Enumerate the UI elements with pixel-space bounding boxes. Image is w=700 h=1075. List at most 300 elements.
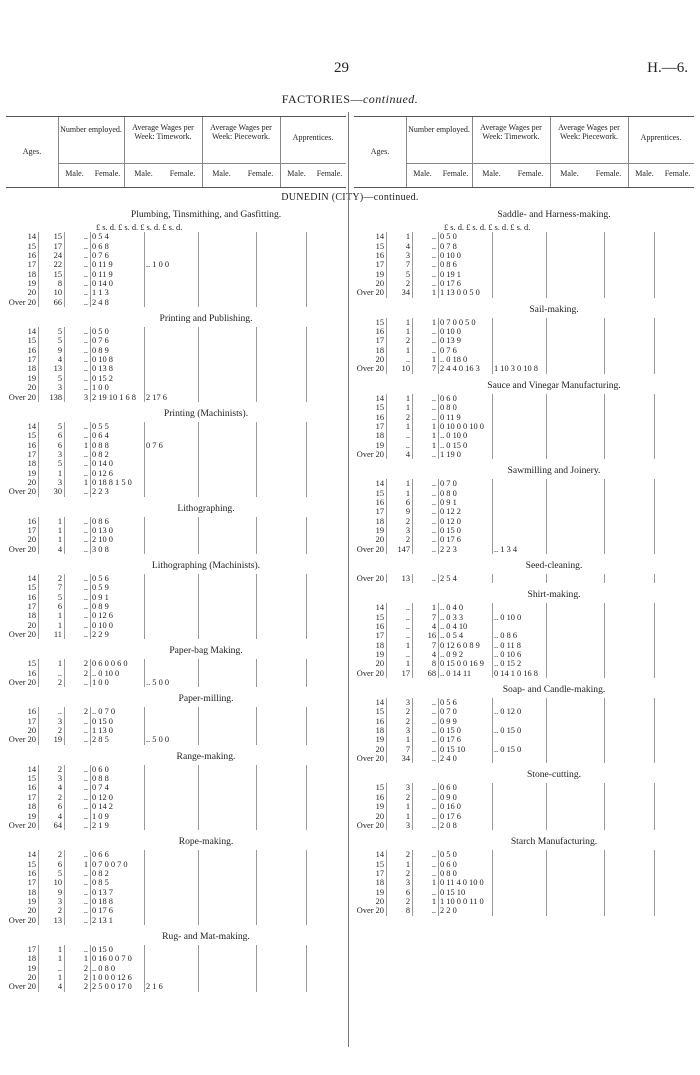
timework-cell: 0 15 10 bbox=[440, 744, 466, 754]
table-row bbox=[354, 850, 694, 859]
male-count-cell: 1 bbox=[405, 802, 410, 812]
industry-section bbox=[354, 380, 694, 459]
male-count-cell: 4 bbox=[57, 811, 62, 821]
page-number: 29 bbox=[334, 60, 349, 76]
female-count-cell: .. bbox=[431, 535, 436, 545]
timework-cell: 2 2 3 bbox=[92, 487, 109, 497]
table-row bbox=[6, 355, 346, 364]
grid-line bbox=[438, 394, 439, 459]
age-cell: 15 bbox=[27, 859, 36, 869]
timework-cell: 0 17 6 bbox=[440, 811, 461, 821]
age-cell: Over 20 bbox=[8, 678, 36, 688]
age-cell: 20 bbox=[375, 659, 384, 669]
age-cell: 14 bbox=[27, 232, 36, 242]
age-cell: 15 bbox=[375, 488, 384, 498]
grid-line bbox=[90, 574, 91, 639]
timework-cell: 0 15 0 0 16 9 bbox=[440, 659, 484, 669]
female-count-cell: .. bbox=[83, 449, 88, 459]
timework-cell: 0 17 6 bbox=[440, 279, 461, 289]
age-cell: 15 bbox=[27, 659, 36, 669]
timework-cell: 2 8 5 bbox=[92, 735, 109, 745]
timework-cell: 1 19 0 bbox=[440, 449, 461, 459]
timework-cell: .. 0 14 11 bbox=[440, 668, 472, 678]
female-count-cell: .. bbox=[431, 327, 436, 337]
table-row bbox=[6, 478, 346, 487]
timework-cell: 3 0 8 bbox=[92, 544, 109, 554]
female-count-cell: .. bbox=[83, 297, 88, 307]
female-count-cell: .. bbox=[83, 774, 88, 784]
male-count-cell: 6 bbox=[57, 440, 62, 450]
female-count-cell: .. bbox=[83, 269, 88, 279]
age-cell: 18 bbox=[27, 954, 36, 964]
timework-cell: 0 5 4 bbox=[92, 232, 109, 242]
industry-section bbox=[6, 209, 346, 307]
timework-cell: 0 15 0 bbox=[92, 944, 113, 954]
table-row bbox=[6, 793, 346, 802]
industry-section bbox=[6, 751, 346, 830]
left-column bbox=[6, 206, 346, 998]
grid-line bbox=[492, 318, 493, 374]
grid-line bbox=[198, 765, 199, 830]
male-count-cell: .. bbox=[405, 650, 410, 660]
male-count-cell: 6 bbox=[405, 887, 410, 897]
age-cell: 18 bbox=[375, 345, 384, 355]
grid-line bbox=[386, 318, 387, 374]
piecework-cell: .. 5 0 0 bbox=[146, 735, 170, 745]
table-row bbox=[6, 526, 346, 535]
timework-cell: 0 8 9 bbox=[92, 345, 109, 355]
male-count-cell: 1 bbox=[405, 403, 410, 413]
timework-cell: 1 13 0 0 5 0 bbox=[440, 288, 480, 298]
age-cell: 19 bbox=[27, 963, 36, 973]
timework-cell: 2 5 4 bbox=[440, 573, 457, 583]
female-count-cell: 1 bbox=[83, 477, 88, 487]
timework-cell: 1 0 0 bbox=[92, 678, 109, 688]
timework-cell: .. 0 9 2 bbox=[440, 650, 464, 660]
age-cell: 20 bbox=[375, 744, 384, 754]
timework-cell: 2 4 0 bbox=[440, 754, 457, 764]
grid-line bbox=[386, 783, 387, 830]
piecework-cell: .. 0 8 6 bbox=[494, 631, 518, 641]
timework-cell: 2 10 0 bbox=[92, 535, 113, 545]
age-cell: Over 20 bbox=[356, 754, 384, 764]
timework-cell: 1 1 3 bbox=[92, 288, 109, 298]
male-count-cell: 17 bbox=[53, 241, 62, 251]
male-count-cell: 9 bbox=[57, 887, 62, 897]
industry-title: Paper-bag Making. bbox=[169, 645, 243, 657]
female-count-cell: .. bbox=[431, 906, 436, 916]
timework-cell: 0 5 0 bbox=[92, 327, 109, 337]
piecework-cell: .. 0 10 0 bbox=[494, 612, 522, 622]
timework-cell: .. 0 4 0 bbox=[440, 603, 464, 613]
table-row bbox=[6, 593, 346, 602]
female-count-cell: 16 bbox=[427, 631, 436, 641]
industry-title: Stone-cutting. bbox=[526, 769, 582, 781]
table-row bbox=[6, 327, 346, 336]
age-cell: 17 bbox=[375, 260, 384, 270]
table-row bbox=[6, 611, 346, 620]
age-cell: 16 bbox=[375, 497, 384, 507]
timework-cell: 0 16 0 0 7 0 bbox=[92, 954, 132, 964]
age-cell: 17 bbox=[375, 421, 384, 431]
timework-cell: 0 9 0 bbox=[440, 792, 457, 802]
industry-section bbox=[354, 769, 694, 830]
table-row bbox=[354, 707, 694, 716]
male-count-cell: 1 bbox=[57, 611, 62, 621]
male-count-cell: 2 bbox=[57, 573, 62, 583]
age-cell: 17 bbox=[27, 878, 36, 888]
male-count-cell: 4 bbox=[57, 544, 62, 554]
table-row bbox=[354, 659, 694, 668]
female-count-cell: .. bbox=[83, 288, 88, 298]
timework-cell: 0 15 10 bbox=[440, 887, 466, 897]
header-ages: Ages. bbox=[22, 147, 42, 156]
male-count-cell: 1 bbox=[405, 317, 410, 327]
grid-line bbox=[654, 318, 655, 374]
female-count-cell: .. bbox=[431, 707, 436, 717]
age-cell: 17 bbox=[27, 792, 36, 802]
table-row bbox=[354, 270, 694, 279]
age-cell: 14 bbox=[27, 573, 36, 583]
female-count-cell: 1 bbox=[431, 440, 436, 450]
header-timework: Average Wages per Week: Timework. bbox=[132, 123, 194, 141]
timework-cell: 0 6 8 bbox=[92, 241, 109, 251]
table-row bbox=[354, 346, 694, 355]
male-count-cell: 5 bbox=[57, 373, 62, 383]
table-row bbox=[354, 860, 694, 869]
timework-cell: 0 11 9 bbox=[92, 269, 113, 279]
table-row bbox=[354, 603, 694, 612]
table-row bbox=[6, 517, 346, 526]
piecework-cell: 1 10 3 0 10 8 bbox=[494, 364, 538, 374]
table-row bbox=[354, 327, 694, 336]
male-count-cell: .. bbox=[405, 440, 410, 450]
male-count-cell: 7 bbox=[405, 744, 410, 754]
grid-line bbox=[306, 327, 307, 402]
grid-line bbox=[90, 232, 91, 307]
female-count-cell: 2 bbox=[83, 707, 88, 717]
grid-line bbox=[90, 517, 91, 554]
money-header bbox=[6, 223, 346, 232]
table-row bbox=[354, 251, 694, 260]
table-row bbox=[354, 507, 694, 516]
age-cell: 15 bbox=[375, 403, 384, 413]
male-count-cell: 4 bbox=[57, 355, 62, 365]
grid-line bbox=[604, 232, 605, 297]
table-row bbox=[354, 726, 694, 735]
timework-cell: 0 5 6 bbox=[440, 698, 457, 708]
age-cell: 17 bbox=[27, 355, 36, 365]
grid-line bbox=[546, 783, 547, 830]
timework-cell: 0 15 2 bbox=[92, 373, 113, 383]
female-count-cell: .. bbox=[431, 716, 436, 726]
male-count-cell: 1 bbox=[405, 345, 410, 355]
table-row bbox=[354, 888, 694, 897]
table-row bbox=[354, 413, 694, 422]
timework-cell: 0 5 9 bbox=[92, 583, 109, 593]
age-cell: 15 bbox=[27, 431, 36, 441]
male-count-cell: 6 bbox=[57, 431, 62, 441]
table-row bbox=[6, 242, 346, 251]
industry-title: Paper-milling. bbox=[178, 693, 234, 705]
table-row bbox=[354, 450, 694, 459]
grid-line bbox=[306, 517, 307, 554]
table-row bbox=[6, 364, 346, 373]
female-count-cell: 1 bbox=[83, 440, 88, 450]
grid-line bbox=[64, 574, 65, 639]
male-count-cell: .. bbox=[405, 612, 410, 622]
female-count-cell: .. bbox=[83, 487, 88, 497]
female-count-cell: .. bbox=[83, 716, 88, 726]
grid-line bbox=[64, 707, 65, 744]
timework-cell: 0 10 0 bbox=[92, 620, 113, 630]
industry-title: Rope-making. bbox=[178, 836, 234, 848]
male-count-cell: .. bbox=[405, 431, 410, 441]
timework-cell: 0 9 1 bbox=[92, 592, 109, 602]
grid-line bbox=[90, 945, 91, 992]
male-count-cell: 15 bbox=[53, 232, 62, 242]
age-cell: 18 bbox=[27, 459, 36, 469]
table-row bbox=[6, 545, 346, 554]
female-count-cell: .. bbox=[431, 403, 436, 413]
age-cell: 20 bbox=[375, 811, 384, 821]
grid-line bbox=[438, 783, 439, 830]
male-count-cell: 2 bbox=[57, 792, 62, 802]
female-count-cell: .. bbox=[431, 698, 436, 708]
female-count-cell: .. bbox=[431, 887, 436, 897]
female-count-cell: .. bbox=[83, 241, 88, 251]
grid-line bbox=[90, 422, 91, 497]
header-male: Male. bbox=[413, 169, 432, 178]
female-count-cell: .. bbox=[431, 573, 436, 583]
female-count-cell: .. bbox=[431, 783, 436, 793]
female-count-cell: .. bbox=[431, 412, 436, 422]
female-count-cell: .. bbox=[83, 232, 88, 242]
industry-section bbox=[354, 560, 694, 583]
age-cell: 18 bbox=[27, 887, 36, 897]
timework-cell: 0 6 4 bbox=[92, 431, 109, 441]
table-row bbox=[6, 232, 346, 241]
age-cell: 19 bbox=[375, 525, 384, 535]
industry-section bbox=[6, 560, 346, 639]
age-cell: Over 20 bbox=[356, 906, 384, 916]
industry-section bbox=[6, 408, 346, 497]
table-row bbox=[6, 574, 346, 583]
grid-line bbox=[306, 765, 307, 830]
male-count-cell: 1 bbox=[405, 232, 410, 242]
male-count-cell: 5 bbox=[57, 336, 62, 346]
grid-line bbox=[144, 574, 145, 639]
grid-line bbox=[546, 394, 547, 459]
male-count-cell: 4 bbox=[57, 783, 62, 793]
grid-line bbox=[256, 232, 257, 307]
timework-cell: .. 0 10 0 bbox=[440, 431, 468, 441]
header-timework: Average Wages per Week: Timework. bbox=[480, 123, 542, 141]
table-row bbox=[6, 954, 346, 963]
age-cell: 20 bbox=[375, 279, 384, 289]
female-count-cell: .. bbox=[431, 393, 436, 403]
female-count-cell: .. bbox=[83, 944, 88, 954]
grid-line bbox=[144, 422, 145, 497]
female-count-cell: 7 bbox=[431, 364, 436, 374]
timework-cell: 0 18 8 1 5 0 bbox=[92, 477, 132, 487]
table-header-left bbox=[6, 116, 346, 188]
industry-section bbox=[354, 304, 694, 374]
male-count-cell: 3 bbox=[57, 716, 62, 726]
female-count-cell: .. bbox=[431, 516, 436, 526]
industry-title: Sauce and Vinegar Manufacturing. bbox=[487, 379, 621, 391]
male-count-cell: 2 bbox=[405, 792, 410, 802]
section-subtitle: DUNEDIN (CITY)—continued. bbox=[281, 192, 419, 203]
female-count-cell: .. bbox=[83, 678, 88, 688]
table-row bbox=[6, 621, 346, 630]
female-count-cell: .. bbox=[83, 468, 88, 478]
timework-cell: 2 4 8 bbox=[92, 297, 109, 307]
female-count-cell: 1 bbox=[431, 421, 436, 431]
age-cell: 17 bbox=[27, 449, 36, 459]
industry-section bbox=[354, 589, 694, 678]
header-male: Male. bbox=[635, 169, 654, 178]
table-row bbox=[354, 517, 694, 526]
header-number: Number employed. bbox=[408, 125, 470, 134]
timework-cell: 0 8 0 bbox=[440, 488, 457, 498]
table-row bbox=[6, 422, 346, 431]
piecework-cell: .. 0 12 0 bbox=[494, 707, 522, 717]
timework-cell: 0 8 8 bbox=[92, 440, 109, 450]
table-row bbox=[6, 878, 346, 887]
age-cell: 20 bbox=[27, 972, 36, 982]
piecework-cell: .. 1 0 0 bbox=[146, 260, 170, 270]
header-piecework: Average Wages per Week: Piecework. bbox=[210, 123, 272, 141]
grid-line bbox=[386, 698, 387, 763]
grid-line bbox=[38, 659, 39, 687]
industry-section bbox=[354, 209, 694, 298]
age-cell: 19 bbox=[375, 650, 384, 660]
piecework-cell: 2 1 6 bbox=[146, 982, 163, 992]
male-count-cell: 10 bbox=[53, 288, 62, 298]
age-cell: 17 bbox=[375, 631, 384, 641]
header-ages: Ages. bbox=[370, 147, 390, 156]
male-count-cell: 3 bbox=[405, 820, 410, 830]
table-row bbox=[354, 698, 694, 707]
male-count-cell: 3 bbox=[57, 774, 62, 784]
male-count-cell: 3 bbox=[57, 477, 62, 487]
grid-line bbox=[144, 327, 145, 402]
timework-cell: 0 14 0 bbox=[92, 459, 113, 469]
header-male: Male. bbox=[134, 169, 153, 178]
age-cell: 20 bbox=[27, 288, 36, 298]
female-count-cell: .. bbox=[83, 544, 88, 554]
industry-section bbox=[6, 693, 346, 744]
grid-line bbox=[38, 765, 39, 830]
grid-line bbox=[90, 327, 91, 402]
age-cell: 18 bbox=[375, 726, 384, 736]
grid-line bbox=[144, 945, 145, 992]
table-row bbox=[354, 489, 694, 498]
male-count-cell: 66 bbox=[53, 297, 62, 307]
male-count-cell: .. bbox=[57, 668, 62, 678]
age-cell: Over 20 bbox=[356, 544, 384, 554]
grid-line bbox=[198, 574, 199, 639]
male-count-cell: 19 bbox=[53, 735, 62, 745]
female-count-cell: 4 bbox=[431, 650, 436, 660]
female-count-cell: .. bbox=[83, 431, 88, 441]
table-row bbox=[6, 802, 346, 811]
table-row bbox=[6, 487, 346, 496]
table-row bbox=[6, 602, 346, 611]
age-cell: Over 20 bbox=[8, 392, 36, 402]
male-count-cell: 34 bbox=[401, 754, 410, 764]
male-count-cell: 3 bbox=[57, 383, 62, 393]
age-cell: 17 bbox=[27, 944, 36, 954]
timework-cell: 0 8 0 bbox=[440, 403, 457, 413]
female-count-cell: .. bbox=[83, 602, 88, 611]
timework-cell: 0 8 8 bbox=[92, 774, 109, 784]
male-count-cell: .. bbox=[405, 355, 410, 365]
timework-cell: 0 6 0 bbox=[440, 393, 457, 403]
table-row bbox=[354, 364, 694, 373]
age-cell: Over 20 bbox=[356, 364, 384, 374]
table-row bbox=[354, 232, 694, 241]
female-count-cell: .. bbox=[431, 544, 436, 554]
male-count-cell: 13 bbox=[53, 364, 62, 374]
male-count-cell: 8 bbox=[405, 906, 410, 916]
age-cell: Over 20 bbox=[8, 735, 36, 745]
male-count-cell: 5 bbox=[57, 327, 62, 337]
timework-cell: 2 0 8 bbox=[440, 820, 457, 830]
age-cell: 18 bbox=[375, 516, 384, 526]
age-cell: Over 20 bbox=[8, 487, 36, 497]
piecework-cell: .. 0 10 6 bbox=[494, 650, 522, 660]
table-row bbox=[354, 242, 694, 251]
age-cell: 15 bbox=[27, 583, 36, 593]
grid-line bbox=[64, 945, 65, 992]
age-cell: 14 bbox=[27, 764, 36, 774]
female-count-cell: .. bbox=[431, 792, 436, 802]
female-count-cell: .. bbox=[83, 906, 88, 916]
timework-cell: .. 0 4 10 bbox=[440, 622, 468, 631]
timework-cell: 1 0 0 bbox=[92, 383, 109, 393]
timework-cell: 1 0 0 0 12 6 bbox=[92, 972, 132, 982]
timework-cell: 2 4 4 0 16 3 bbox=[440, 364, 480, 374]
female-count-cell: .. bbox=[83, 915, 88, 925]
timework-cell: 2 2 0 bbox=[440, 906, 457, 916]
header-female: Female. bbox=[169, 169, 196, 178]
table-row bbox=[354, 279, 694, 288]
female-count-cell: .. bbox=[83, 525, 88, 535]
male-count-cell: 15 bbox=[53, 269, 62, 279]
female-count-cell: .. bbox=[431, 820, 436, 830]
male-count-cell: 34 bbox=[401, 288, 410, 298]
male-count-cell: 13 bbox=[53, 915, 62, 925]
table-row bbox=[354, 441, 694, 450]
industry-title: Starch Manufacturing. bbox=[510, 836, 598, 848]
table-row bbox=[6, 945, 346, 954]
male-count-cell: 2 bbox=[405, 716, 410, 726]
age-cell: 15 bbox=[375, 859, 384, 869]
table-row bbox=[6, 279, 346, 288]
industry-title: Lithographing. bbox=[177, 502, 235, 514]
female-count-cell: 1 bbox=[431, 896, 436, 906]
age-cell: 20 bbox=[27, 906, 36, 916]
grid-line bbox=[38, 707, 39, 744]
age-cell: 16 bbox=[27, 868, 36, 878]
table-row bbox=[6, 916, 346, 925]
timework-cell: 0 6 0 bbox=[440, 783, 457, 793]
age-cell: 20 bbox=[27, 383, 36, 393]
female-count-cell: .. bbox=[431, 488, 436, 498]
grid-line bbox=[386, 603, 387, 678]
